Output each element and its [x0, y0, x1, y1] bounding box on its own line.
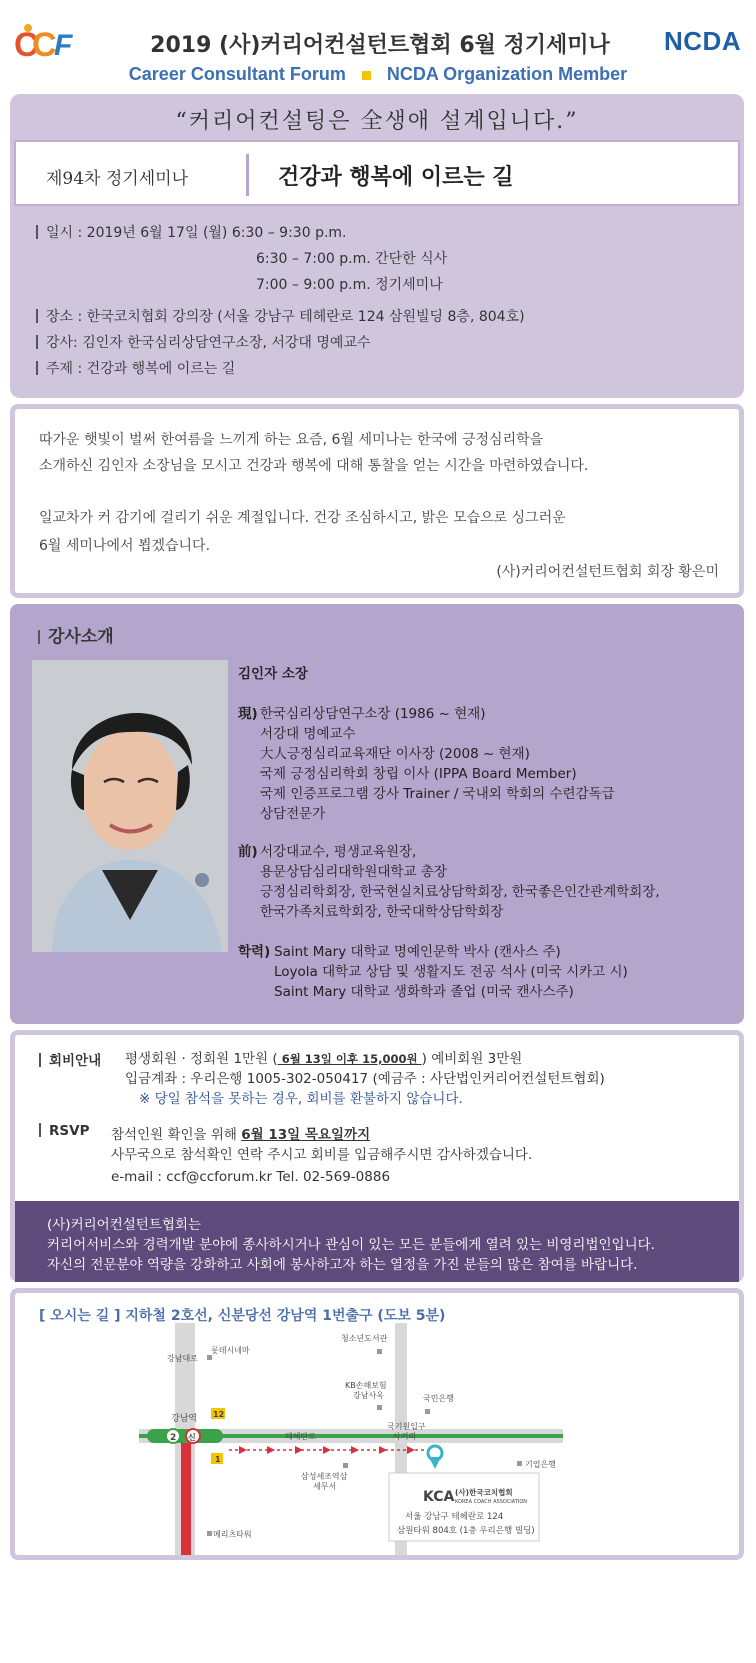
bullet-bar-icon [36, 309, 38, 323]
kca-logo: KCA [423, 1489, 455, 1505]
seminar-speaker: 강사: 김인자 한국심리상담연구소장, 서강대 명예교수 [36, 332, 371, 352]
seminar-topic: 주제 : 건강과 행복에 이르는 길 [36, 358, 235, 378]
kca-sub: KOREA COACH ASSOCIATION [455, 1499, 528, 1505]
speaker-current-1: 한국심리상담연구소장 (1986 ~ 현재) [260, 706, 486, 722]
label-lotte-cinema: 롯데시네마 [211, 1346, 250, 1355]
fee-account: 입금계좌 : 우리은행 1005-302-050417 (예금주 : 사단법인커리어컨설턴트협회) [125, 1071, 605, 1087]
greeting-line-2: 소개하신 김인자 소장님을 모시고 건강과 행복에 대해 통찰을 얻는 시간을 마련하였습니다. [39, 458, 589, 474]
svg-text:사거리: 사거리 [393, 1432, 417, 1441]
label-meritz: 메리츠타워 [213, 1530, 252, 1539]
ccf-logo: C C F [14, 26, 73, 64]
svg-text:세무서: 세무서 [313, 1482, 337, 1491]
label-teheran-ro: 테헤란로 [285, 1432, 316, 1441]
speaker-edu-3: Saint Mary 대학교 생화학과 졸업 (미국 캔사스주) [274, 984, 574, 1000]
label-youth-library: 청소년도서관 [341, 1334, 388, 1343]
bullet-bar-icon [39, 1123, 41, 1137]
rsvp-line-2: 사무국으로 참석확인 연락 주시고 회비를 입금해주시면 감사하겠습니다. [111, 1147, 533, 1163]
rsvp-contact[interactable]: e-mail : ccf@ccforum.kr Tel. 02-569-0886 [111, 1169, 391, 1185]
speaker-current-label: 現) [238, 706, 258, 722]
speaker-edu-2: Loyola 대학교 상담 및 생활지도 전공 석사 (미국 시카고 시) [274, 964, 628, 980]
speaker-former-4: 한국가족치료학회장, 한국대학상담학회장 [260, 904, 504, 920]
svg-text:1: 1 [215, 1455, 221, 1464]
greeting-section [10, 404, 744, 598]
subtitle-left: Career Consultant Forum [128, 64, 346, 84]
seminar-date: 일시 : 2019년 6월 17일 (월) 6:30 – 9:30 p.m. [36, 222, 347, 242]
speaker-former-label: 前) [238, 844, 258, 860]
speaker-name: 김인자 소장 [238, 666, 308, 682]
seminar-time-dinner: 6:30 – 7:00 p.m. 간단한 식사 [256, 251, 448, 267]
fee-label: 회비안내 [39, 1049, 101, 1069]
seminar-time-main: 7:00 – 9:00 p.m. 정기세미나 [256, 277, 443, 293]
greeting-signature: (사)커리어컨설턴트협회 회장 황은미 [496, 564, 719, 580]
kca-address-1: 서울 강남구 테헤란로 124 [405, 1512, 504, 1522]
fee-line-1: 평생회원 · 정회원 1만원 ( 6월 13일 이후 15,000원 ) 예비회원 3만원 [125, 1051, 523, 1067]
svg-text:12: 12 [213, 1410, 225, 1419]
greeting-line-3: 일교차가 커 감기에 걸리기 쉬운 계절입니다. 건강 조심하시고, 밝은 모습으로 싱그러운 [39, 510, 566, 526]
page-title: 2019 (사)커리어컨설턴트협회 6월 정기세미나 [150, 33, 610, 58]
speaker-current-5: 국제 인증프로그램 강사 Trainer / 국내외 학회의 수련감독급 [260, 786, 615, 802]
speaker-former-1: 서강대교수, 평생교육원장, [260, 844, 417, 860]
kca-name: (사)한국코치협회 [455, 1488, 513, 1497]
banner-line-1: (사)커리어컨설턴트협회는 [47, 1217, 201, 1233]
title-divider [246, 154, 249, 196]
speaker-former-3: 긍정심리학회장, 한국현실치료상담학회장, 한국좋은인간관계학회장, [260, 884, 660, 900]
map-section [10, 1288, 744, 1560]
speaker-section-title: 강사소개 [38, 622, 114, 647]
speaker-photo [32, 660, 228, 952]
kca-address-2: 삼원타워 804호 (1층 우리은행 빌딩) [397, 1526, 535, 1536]
banner-line-3: 자신의 전문분야 역량을 강화하고 사회에 봉사하고자 하는 열정을 가진 분들의 많은 참여를 바랍니다. [47, 1257, 638, 1273]
greeting-line-1: 따가운 햇빛이 벌써 한여름을 느끼게 하는 요즘, 6월 세미나는 한국에 긍정심리학을 [39, 432, 544, 448]
fee-rsvp-section [10, 1030, 744, 1282]
line2-badge: 2 [170, 1433, 177, 1443]
rsvp-line-1: 참석인원 확인을 위해 6월 13일 목요일까지 [111, 1127, 371, 1143]
speaker-portrait-icon [32, 660, 228, 952]
bullet-bar-icon [36, 361, 38, 375]
label-kb-insurance: KB손해보험 [345, 1381, 387, 1390]
rsvp-label: RSVP [39, 1123, 89, 1139]
shinbundang-badge: 신 [188, 1433, 196, 1442]
seminar-place: 장소 : 한국코치협회 강의장 (서울 강남구 테헤란로 124 삼원빌딩 8층, 804호) [36, 306, 525, 326]
subtitle [60, 64, 696, 85]
directions-title: [ 오시는 길 ] 지하철 2호선, 신분당선 강남역 1번출구 (도보 5분) [39, 1308, 446, 1324]
label-gangnam-station: 강남역 [171, 1414, 198, 1424]
bullet-bar-icon [39, 1053, 41, 1067]
label-kookmin-bank: 국민은행 [423, 1394, 454, 1403]
seminar-number: 제94차 정기세미나 [46, 169, 188, 189]
speaker-edu-1: Saint Mary 대학교 명예인문학 박사 (캔사스 주) [274, 944, 561, 960]
svg-text:강남사옥: 강남사옥 [353, 1391, 384, 1400]
speaker-current-4: 국제 긍정심리학회 창립 이사 (IPPA Board Member) [260, 766, 577, 782]
subtitle-right: NCDA Organization Member [386, 64, 628, 84]
speaker-current-6: 상담전문가 [260, 806, 326, 822]
fee-refund-note: ※ 당일 참석을 못하는 경우, 회비를 환불하지 않습니다. [139, 1091, 463, 1107]
label-national-intersection: 국기원입구 [387, 1422, 426, 1431]
seminar-info-section [10, 94, 744, 398]
label-samsung-tax: 삼성세조역삼 [301, 1472, 348, 1481]
header [0, 0, 756, 96]
label-ibk: 기업은행 [525, 1460, 556, 1469]
speaker-edu-label: 학력) [238, 944, 271, 960]
speaker-section [10, 604, 744, 1024]
square-separator-icon [362, 71, 371, 80]
ncda-logo: NCDA [664, 26, 742, 56]
bullet-bar-icon [36, 335, 38, 349]
bullet-bar-icon [38, 630, 40, 644]
seminar-quote: “커리어컨설팅은 全생애 설계입니다.” [175, 109, 579, 134]
speaker-former-2: 용문상담심리대학원대학교 총장 [260, 864, 447, 880]
location-map [15, 1293, 739, 1555]
speaker-current-3: 大人긍정심리교육재단 이사장 (2008 ~ 현재) [260, 746, 530, 762]
seminar-name: 건강과 행복에 이르는 길 [278, 165, 514, 190]
greeting-line-4: 6월 세미나에서 뵙겠습니다. [39, 538, 211, 554]
label-gangnam-daero: 강남대로 [167, 1354, 198, 1363]
bullet-bar-icon [36, 225, 38, 239]
speaker-current-2: 서강대 명예교수 [260, 726, 356, 742]
seminar-title-bar [14, 140, 740, 206]
subway-shinbundang [181, 1443, 191, 1555]
banner-line-2: 커리어서비스와 경력개발 분야에 종사하시거나 관심이 있는 모든 분들에게 열려 있는 비영리법인입니다. [47, 1237, 655, 1253]
association-banner [15, 1201, 739, 1282]
